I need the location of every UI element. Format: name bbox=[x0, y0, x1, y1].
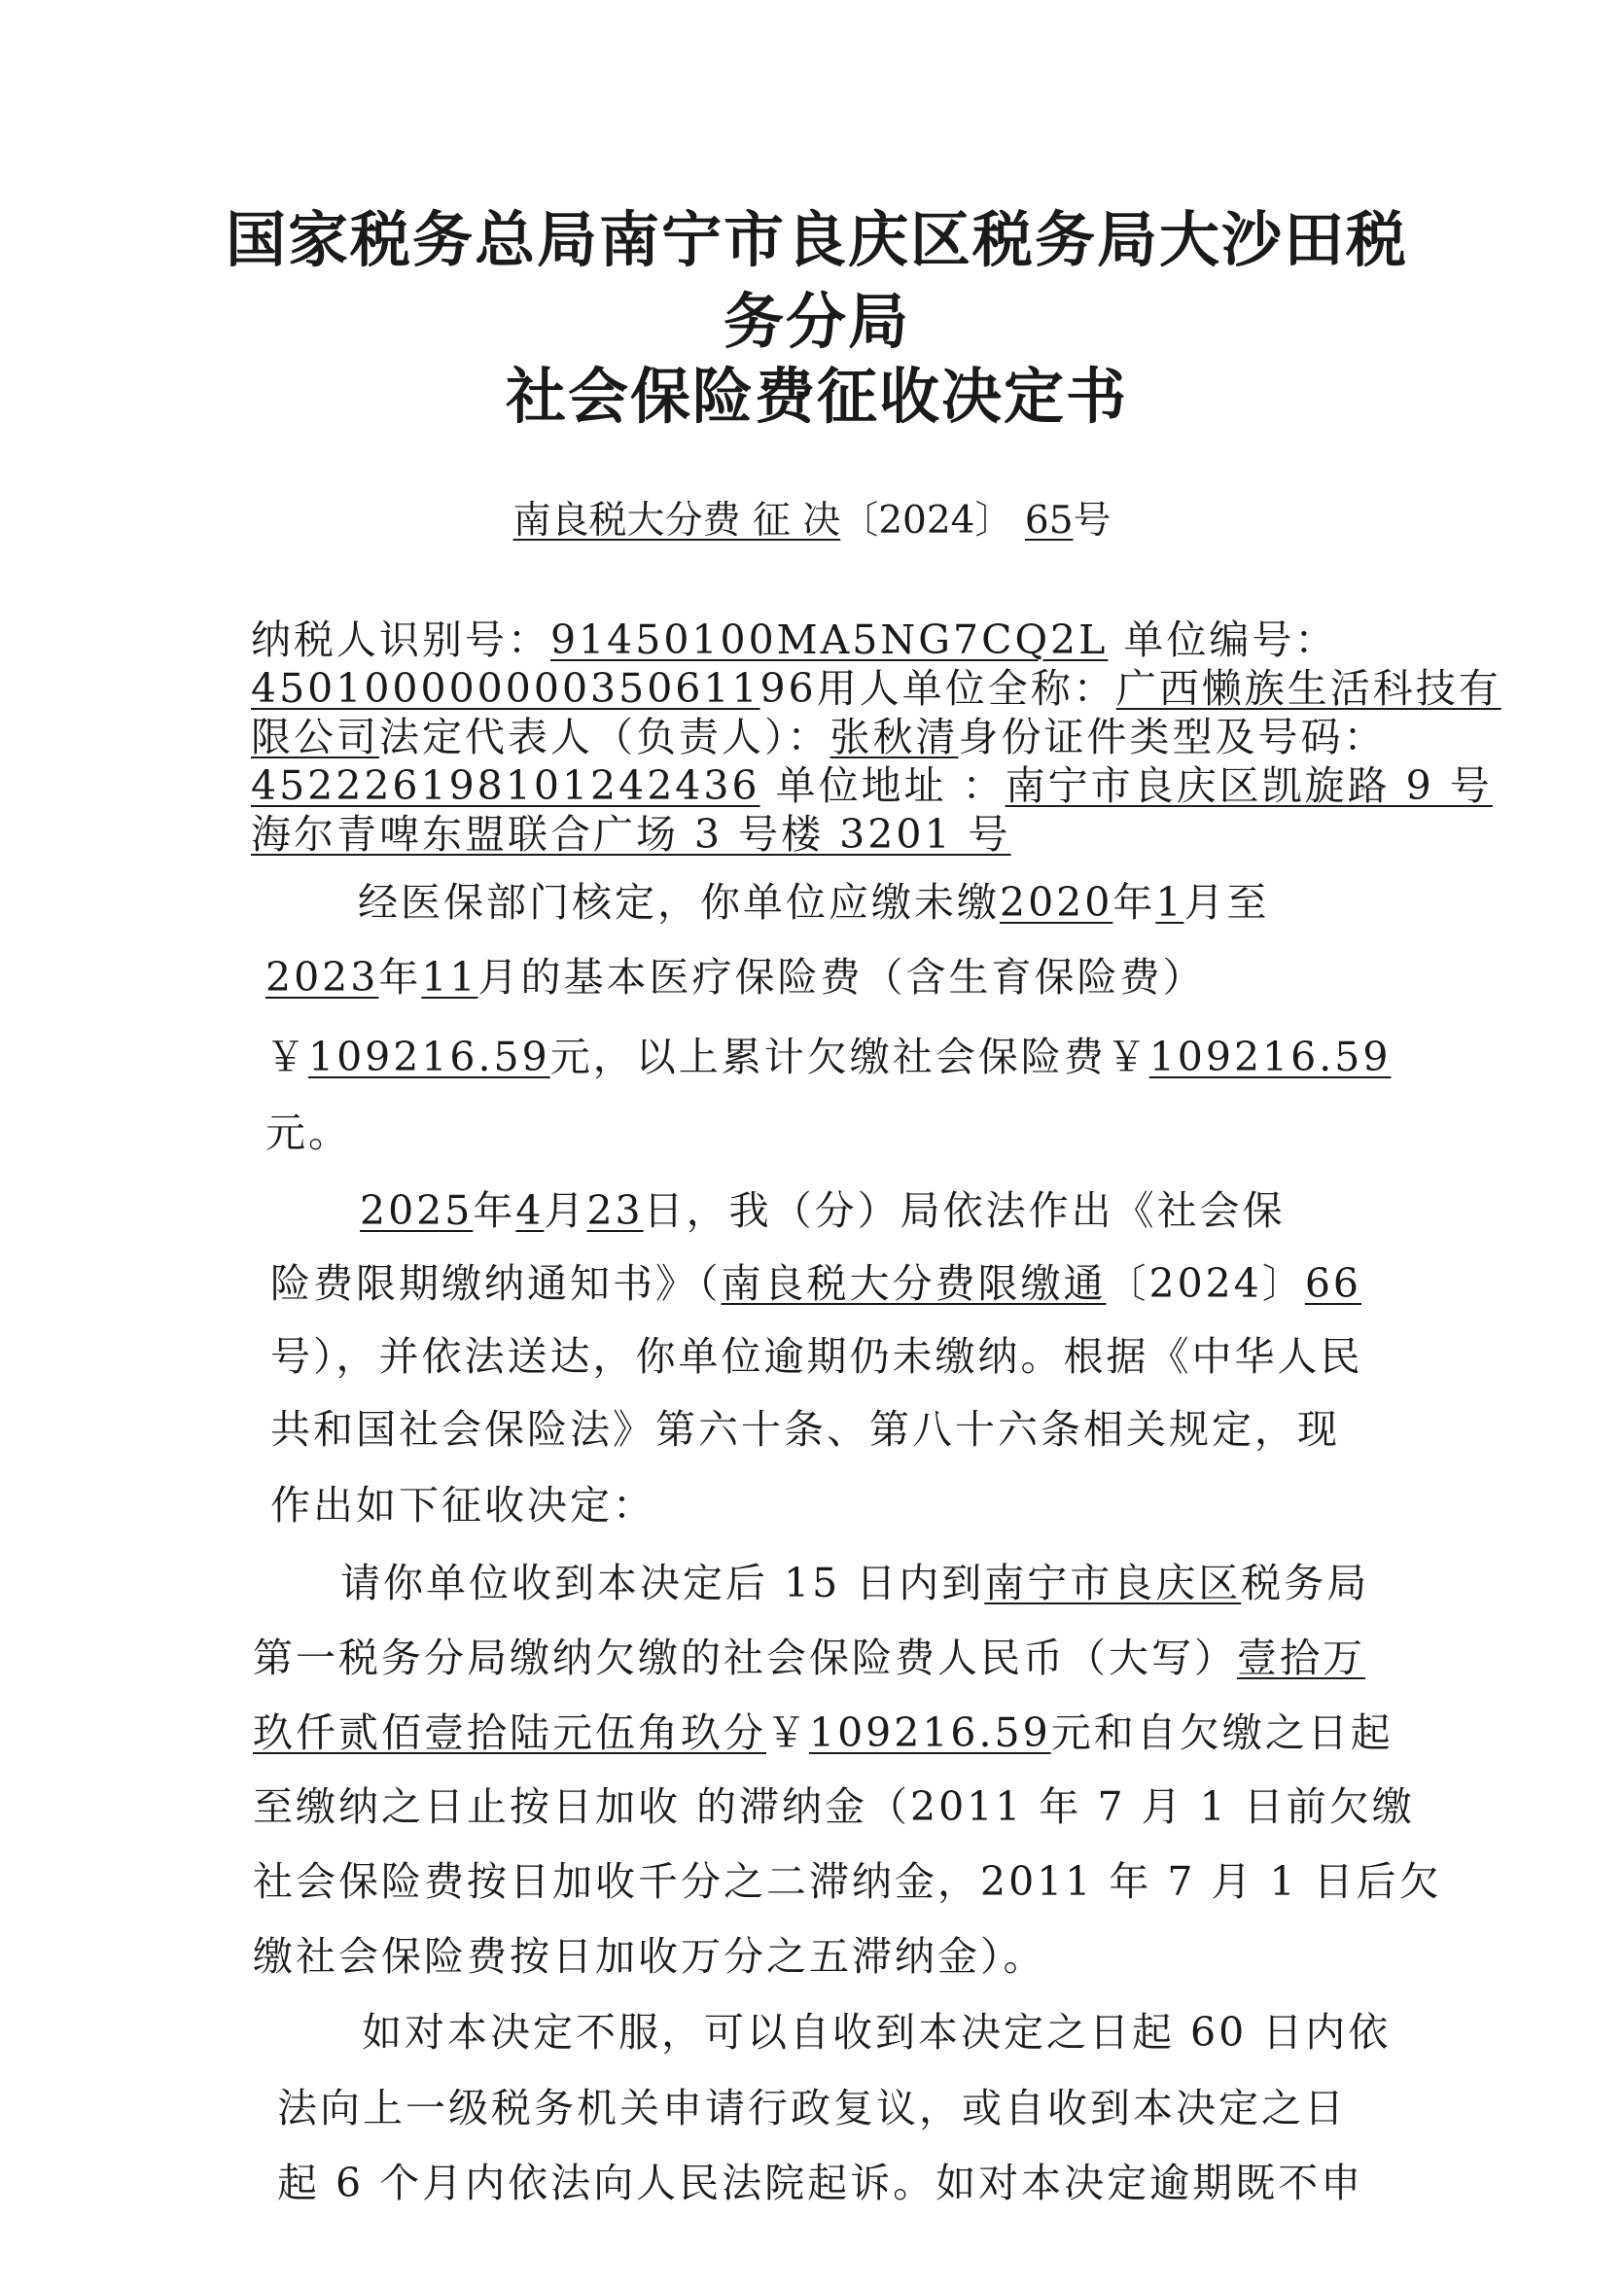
document-number bbox=[0, 492, 1624, 550]
para3-text-c: 第一税务分局缴纳欠缴的社会保险费人民币（大写） bbox=[253, 1635, 1237, 1681]
para3-bureau: 南宁市良庆区 bbox=[984, 1560, 1242, 1606]
para3-text-b: 税务局 bbox=[1241, 1560, 1370, 1606]
para3-line-4: 至缴纳之日止按日加收 的滞纳金（2011 年 7 月 1 日前欠缴 bbox=[253, 1783, 1415, 1830]
para3-line-1 bbox=[340, 1554, 1369, 1612]
doc-number-value: 65 bbox=[1024, 499, 1074, 543]
para2-text-b: 月 bbox=[544, 1187, 587, 1234]
para3-text-a: 请你单位收到本决定后 15 日内到 bbox=[340, 1560, 985, 1606]
para2-line-1 bbox=[360, 1181, 1286, 1240]
address-label: 单位地址 ： bbox=[775, 762, 1006, 809]
id-number: 452226198101242436 bbox=[251, 762, 760, 809]
para3-line-3 bbox=[253, 1704, 1394, 1762]
para3-line-2 bbox=[253, 1629, 1365, 1687]
para2-text-d: 险费限期缴纳通知书》（ bbox=[270, 1260, 722, 1307]
para1-currency: ￥ bbox=[265, 1034, 308, 1080]
para1-text-e: 月的基本医疗保险费（含生育保险费） bbox=[477, 954, 1206, 1001]
title-line-1: 国家税务总局南宁市良庆区税务局大沙田税 bbox=[225, 204, 1408, 275]
para1-year1: 2020 bbox=[1000, 879, 1113, 926]
doc-number-suffix: 号 bbox=[1073, 499, 1112, 543]
para2-line-4: 共和国社会保险法》第六十条、第八十六条相关规定，现 bbox=[270, 1406, 1340, 1453]
address-part1: 南宁市良庆区凯旋路 9 号 bbox=[1005, 762, 1493, 809]
para3-amount: 109216.59 bbox=[809, 1709, 1051, 1756]
para3-line-5: 社会保险费按日加收千分之二滞纳金，2011 年 7 月 1 日后欠 bbox=[253, 1858, 1442, 1905]
legal-rep: 张秋清 bbox=[830, 714, 959, 760]
para4-line-2: 法向上一级税务机关申请行政复议，或自收到本决定之日 bbox=[277, 2085, 1347, 2131]
para1-text-f: 元，以上累计欠缴社会保险费￥ bbox=[549, 1034, 1149, 1080]
para1-amount1: 109216.59 bbox=[308, 1034, 550, 1080]
para3-amount-words-2: 玖仟贰佰壹拾陆元伍角玖分 bbox=[253, 1709, 766, 1756]
para1-month1: 1 bbox=[1155, 879, 1184, 926]
para2-text-e: 〔2024〕 bbox=[1106, 1260, 1305, 1307]
para2-line-5: 作出如下征收决定： bbox=[270, 1482, 655, 1529]
unit-no: 450100000000350611 bbox=[251, 665, 760, 712]
para2-year: 2025 bbox=[360, 1187, 474, 1234]
title-line-3: 社会保险费征收决定书 bbox=[505, 361, 1128, 432]
para1-text-b: 年 bbox=[1112, 879, 1156, 926]
doc-number-prefix: 南良税大分费 征 决 bbox=[512, 499, 841, 543]
para2-month: 4 bbox=[515, 1187, 545, 1234]
para1-line-4: 元。 bbox=[265, 1109, 351, 1156]
para1-year2: 2023 bbox=[265, 954, 379, 1001]
para2-text-c: 日，我（分）局依法作出《社会保 bbox=[643, 1187, 1286, 1234]
para1-line-1 bbox=[358, 873, 1269, 932]
taxpayer-id: 91450100MA5NG7CQ2L bbox=[550, 616, 1109, 663]
address-part2: 海尔青啤东盟联合广场 3 号楼 3201 号 bbox=[251, 811, 1011, 858]
para2-notice-no: 66 bbox=[1304, 1260, 1362, 1307]
para2-line-3: 号），并依法送达，你单位逾期仍未缴纳。根据《中华人民 bbox=[270, 1333, 1363, 1380]
unit-no-label: 单位编号： bbox=[1123, 616, 1338, 663]
para1-text-c: 月至 bbox=[1183, 879, 1270, 926]
employer-name-label: 96用人单位全称： bbox=[759, 665, 1116, 712]
employer-name-part1: 广西懒族生活科技有 bbox=[1115, 665, 1501, 712]
info-line-5 bbox=[251, 805, 1011, 863]
para2-text-a: 年 bbox=[473, 1187, 516, 1234]
para2-day: 23 bbox=[586, 1187, 644, 1234]
id-type-label: 身份证件类型及号码： bbox=[958, 714, 1387, 760]
legal-rep-label: 法定代表人（负责人）： bbox=[379, 714, 830, 760]
taxpayer-id-label: 纳税人识别号： bbox=[251, 616, 550, 663]
para4-line-3: 起 6 个月内依法向人民法院起诉。如对本决定逾期既不申 bbox=[277, 2160, 1364, 2206]
para1-text-d: 年 bbox=[378, 954, 422, 1001]
para3-line-6: 缴社会保险费按日加收万分之五滞纳金）。 bbox=[253, 1933, 1046, 1980]
para1-text-a: 经医保部门核定，你单位应缴未缴 bbox=[358, 879, 1000, 926]
para3-text-d: 元和自欠缴之日起 bbox=[1050, 1709, 1394, 1756]
title-line-2: 务分局 bbox=[723, 286, 910, 357]
doc-number-year: 〔2024〕 bbox=[840, 499, 1013, 543]
para1-month2: 11 bbox=[421, 954, 478, 1001]
para1-line-3 bbox=[265, 1028, 1391, 1086]
para3-currency: ￥ bbox=[766, 1709, 809, 1756]
para4-line-1: 如对本决定不服，可以自收到本决定之日起 60 日内依 bbox=[362, 2009, 1392, 2056]
employer-name-part2: 限公司 bbox=[251, 714, 379, 760]
para3-amount-words-1: 壹拾万 bbox=[1237, 1635, 1365, 1681]
para1-amount2: 109216.59 bbox=[1148, 1034, 1392, 1080]
para1-line-2 bbox=[265, 948, 1206, 1006]
para2-notice-ref: 南良税大分费限缴通 bbox=[721, 1260, 1107, 1307]
para2-line-2 bbox=[270, 1254, 1361, 1313]
